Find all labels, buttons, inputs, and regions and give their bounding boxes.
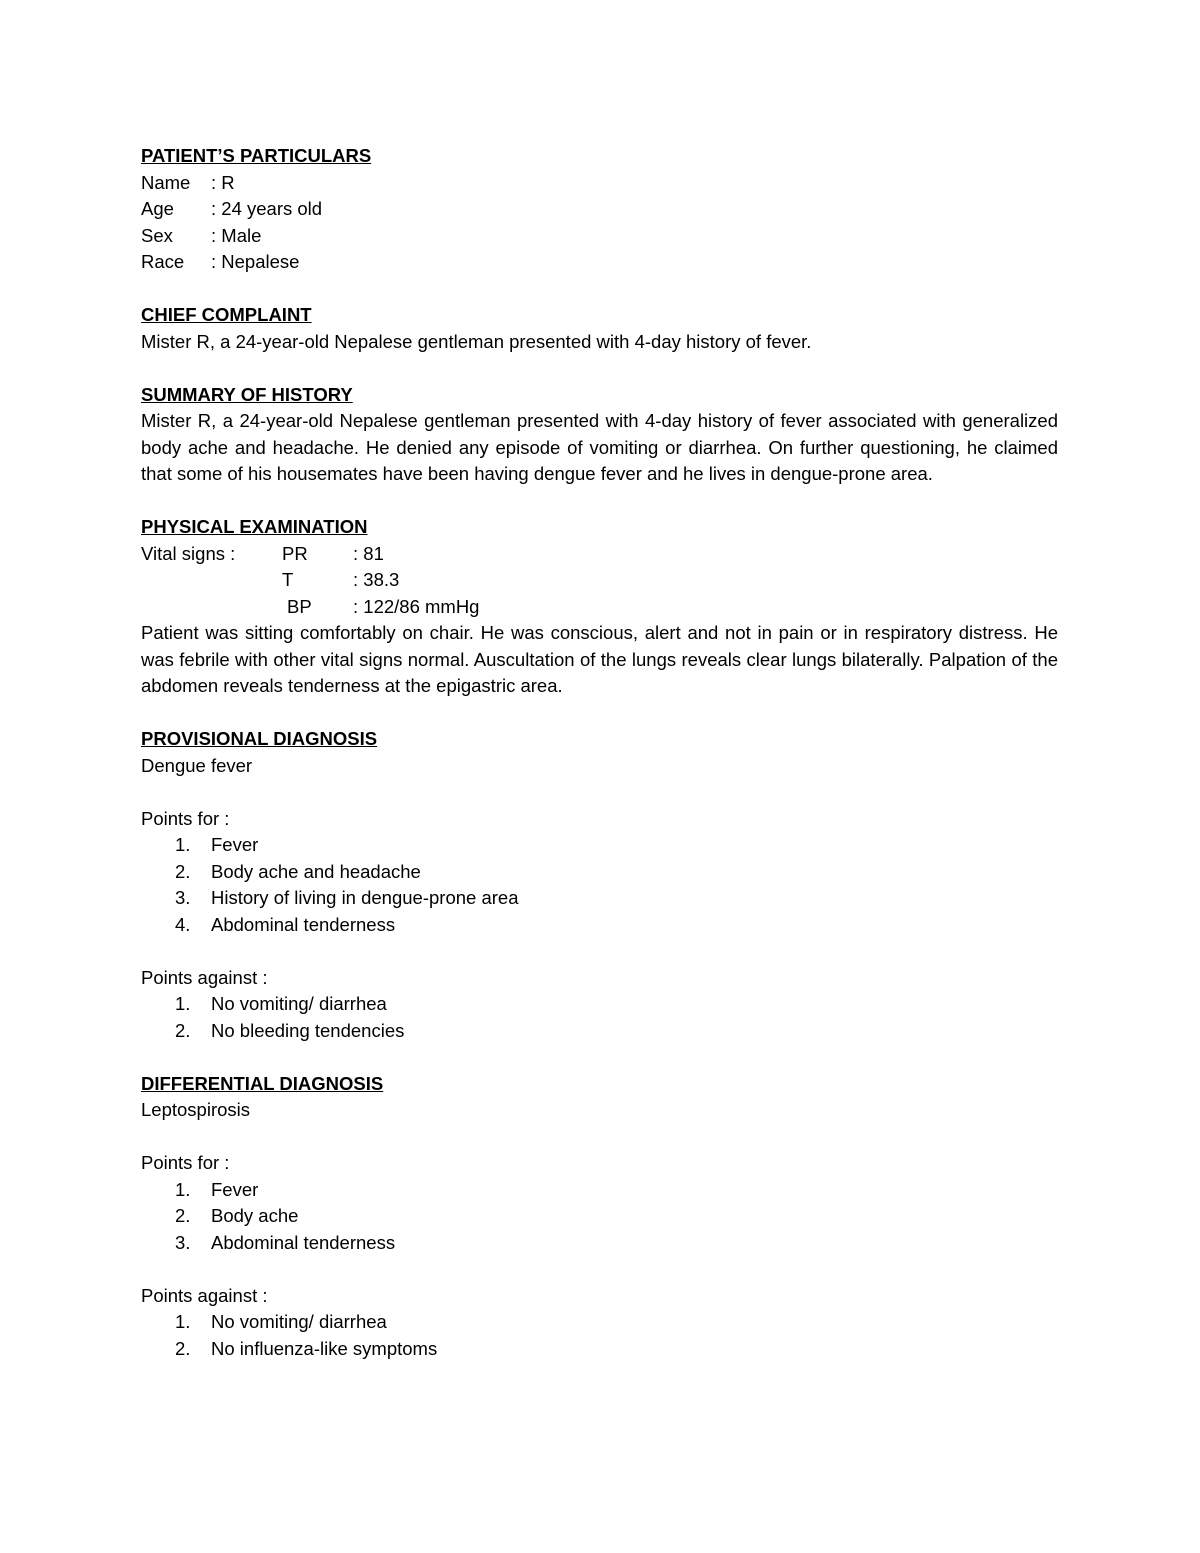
particulars-row-age (141, 196, 1058, 223)
list-number: 3. (175, 1231, 191, 1253)
list-number: 2. (175, 860, 191, 882)
differential-against-label: Points against : (141, 1284, 268, 1306)
list-number: 1. (175, 834, 191, 855)
vital-key-pr: PR (282, 542, 308, 564)
list-text: No influenza-like symptoms (211, 1337, 438, 1359)
list-number: 2. (175, 1337, 191, 1359)
sex-value: : Male (211, 224, 262, 246)
list-text: Abdominal tenderness (211, 1231, 396, 1253)
provisional-heading: PROVISIONAL DIAGNOSIS (141, 728, 378, 749)
list-item (141, 1230, 1058, 1257)
age-label: Age (141, 198, 174, 219)
race-label: Race (141, 251, 185, 272)
list-number: 2. (175, 1205, 191, 1226)
vital-value-bp: : 122/86 mmHg (353, 595, 480, 617)
sex-label: Sex (141, 224, 173, 246)
provisional-for-label: Points for : (141, 807, 230, 829)
differential-diagnosis: Leptospirosis (141, 1099, 251, 1120)
particulars-row-race (141, 249, 1058, 276)
list-number: 1. (175, 993, 191, 1014)
list-item (141, 1177, 1058, 1204)
vital-key-bp: BP (287, 595, 312, 617)
list-text: No vomiting/ diarrhea (211, 1311, 387, 1332)
name-value: : R (211, 171, 235, 193)
exam-heading: PHYSICAL EXAMINATION (141, 516, 368, 537)
differential-for-label: Points for : (141, 1152, 230, 1173)
list-text: Abdominal tenderness (211, 913, 396, 935)
vitals-row-bp (141, 594, 1058, 621)
age-value: : 24 years old (211, 198, 323, 219)
list-number: 4. (175, 913, 191, 935)
vitals-row-pr (141, 541, 1058, 568)
list-text: Fever (211, 834, 259, 855)
list-item (141, 991, 1058, 1018)
list-item (141, 859, 1058, 886)
list-item (141, 912, 1058, 939)
list-text: Body ache (211, 1205, 299, 1226)
provisional-diagnosis: Dengue fever (141, 754, 253, 776)
list-item (141, 1203, 1058, 1230)
list-text: Fever (211, 1178, 259, 1200)
vitals-row-t (141, 567, 1058, 594)
list-item (141, 1309, 1058, 1336)
list-number: 2. (175, 1019, 191, 1041)
list-number: 1. (175, 1178, 191, 1200)
list-number: 1. (175, 1311, 191, 1332)
differential-heading: DIFFERENTIAL DIAGNOSIS (141, 1072, 384, 1094)
list-text: No vomiting/ diarrhea (211, 993, 387, 1014)
document-page (141, 143, 1058, 1362)
list-item (141, 1018, 1058, 1045)
name-label: Name (141, 171, 191, 193)
race-value: : Nepalese (211, 251, 300, 272)
chief-complaint-heading: CHIEF COMPLAINT (141, 304, 312, 325)
exam-text: Patient was sitting comfortably on chair. He was conscious, alert and not in pain or in respiratory distress. He was febrile with other vital signs normal. Auscultation of the lungs reveals clear lungs bilaterally. Palpation of the abdomen reveals tenderness at the epigastric area. (141, 622, 1058, 696)
list-text: No bleeding tendencies (211, 1019, 405, 1041)
vitals-label: Vital signs : (141, 542, 236, 564)
vital-value-t: : 38.3 (353, 569, 400, 590)
chief-complaint-text: Mister R, a 24-year-old Nepalese gentleman presented with 4-day history of fever. (141, 330, 812, 352)
list-text: Body ache and headache (211, 860, 421, 882)
particulars-row-name (141, 170, 1058, 197)
particulars-heading: PATIENT’S PARTICULARS (141, 145, 372, 166)
history-heading: SUMMARY OF HISTORY (141, 383, 353, 405)
particulars-row-sex (141, 223, 1058, 250)
list-item (141, 1336, 1058, 1363)
provisional-against-label: Points against : (141, 966, 268, 988)
list-item (141, 832, 1058, 859)
list-number: 3. (175, 887, 191, 908)
list-item (141, 885, 1058, 912)
vital-key-t: T (282, 569, 294, 590)
history-text: Mister R, a 24-year-old Nepalese gentleman presented with 4-day history of fever associated with generalized body ache and headache. He denied any episode of vomiting or diarrhea. On further questioning, he claimed that some of his housemates have been having dengue fever and he lives in dengue-prone area. (141, 410, 1058, 484)
vital-value-pr: : 81 (353, 542, 384, 564)
list-text: History of living in dengue-prone area (211, 887, 519, 908)
